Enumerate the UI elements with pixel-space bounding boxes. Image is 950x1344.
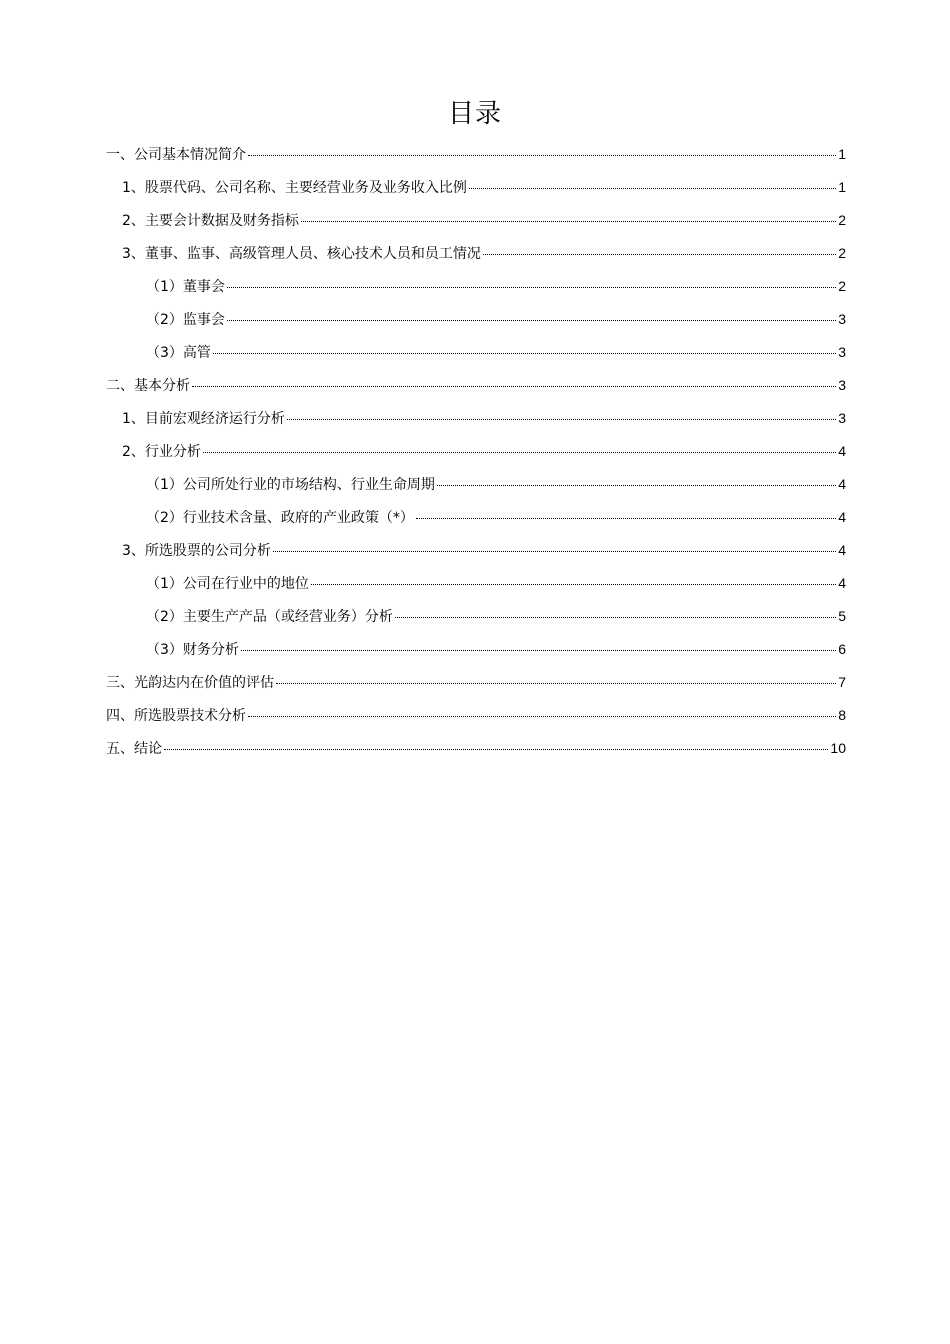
toc-entry-label: （2）监事会: [146, 312, 225, 328]
table-of-contents: [106, 138, 846, 765]
toc-dot-leader: [248, 715, 836, 717]
toc-page-number: 2: [838, 212, 846, 228]
toc-dot-leader: [227, 286, 836, 288]
toc-entry[interactable]: [106, 402, 846, 435]
toc-entry[interactable]: [106, 534, 846, 567]
toc-entry[interactable]: [106, 369, 846, 402]
toc-entry-label: （2）主要生产产品（或经营业务）分析: [146, 609, 393, 625]
toc-entry[interactable]: [106, 468, 846, 501]
toc-entry-label: 一、公司基本情况简介: [106, 147, 246, 163]
toc-entry[interactable]: [106, 171, 846, 204]
toc-page-number: 3: [838, 311, 846, 327]
toc-dot-leader: [416, 517, 836, 519]
toc-page-number: 3: [838, 410, 846, 426]
toc-page-number: 3: [838, 377, 846, 393]
toc-entry-label: （3）财务分析: [146, 642, 239, 658]
toc-page-number: 4: [838, 575, 846, 591]
toc-entry-label: 1、目前宏观经济运行分析: [122, 411, 285, 427]
toc-entry[interactable]: [106, 633, 846, 666]
toc-page-number: 5: [838, 608, 846, 624]
toc-entry[interactable]: [106, 237, 846, 270]
toc-dot-leader: [213, 352, 836, 354]
toc-entry-label: （1）公司所处行业的市场结构、行业生命周期: [146, 477, 435, 493]
toc-page-number: 4: [838, 542, 846, 558]
toc-title: 目录: [447, 99, 502, 129]
toc-page-number: 8: [838, 707, 846, 723]
toc-entry[interactable]: [106, 600, 846, 633]
toc-page-number: 2: [838, 245, 846, 261]
toc-page-number: 10: [830, 740, 846, 756]
toc-entry[interactable]: [106, 204, 846, 237]
toc-entry-label: 四、所选股票技术分析: [106, 708, 246, 724]
toc-dot-leader: [311, 583, 836, 585]
toc-entry-label: 五、结论: [106, 741, 162, 757]
toc-page-number: 4: [838, 476, 846, 492]
toc-entry-label: （1）董事会: [146, 279, 225, 295]
toc-entry[interactable]: [106, 732, 846, 765]
toc-entry[interactable]: [106, 666, 846, 699]
toc-page-number: 7: [838, 674, 846, 690]
toc-entry[interactable]: [106, 270, 846, 303]
toc-entry-label: （3）高管: [146, 345, 211, 361]
toc-dot-leader: [273, 550, 836, 552]
toc-entry[interactable]: [106, 435, 846, 468]
toc-dot-leader: [287, 418, 836, 420]
toc-entry[interactable]: [106, 501, 846, 534]
toc-page-number: 6: [838, 641, 846, 657]
toc-page-number: 1: [838, 179, 846, 195]
toc-dot-leader: [241, 649, 836, 651]
toc-entry-label: 二、基本分析: [106, 378, 190, 394]
toc-dot-leader: [301, 220, 836, 222]
toc-entry-label: 3、所选股票的公司分析: [122, 543, 271, 559]
toc-entry[interactable]: [106, 567, 846, 600]
toc-entry[interactable]: [106, 303, 846, 336]
toc-dot-leader: [203, 451, 836, 453]
toc-entry-label: 三、光韵达内在价值的评估: [106, 675, 274, 691]
toc-dot-leader: [276, 682, 836, 684]
toc-entry-label: 1、股票代码、公司名称、主要经营业务及业务收入比例: [122, 180, 467, 196]
toc-entry[interactable]: [106, 138, 846, 171]
toc-entry-label: （2）行业技术含量、政府的产业政策（*）: [146, 510, 414, 526]
toc-page-number: 2: [838, 278, 846, 294]
toc-entry[interactable]: [106, 699, 846, 732]
toc-dot-leader: [227, 319, 836, 321]
toc-dot-leader: [483, 253, 836, 255]
toc-page-number: 3: [838, 344, 846, 360]
toc-entry-label: （1）公司在行业中的地位: [146, 576, 309, 592]
toc-dot-leader: [248, 154, 836, 156]
toc-dot-leader: [164, 748, 828, 750]
toc-entry-label: 3、董事、监事、高级管理人员、核心技术人员和员工情况: [122, 246, 481, 262]
toc-entry-label: 2、主要会计数据及财务指标: [122, 213, 299, 229]
toc-page-number: 4: [838, 443, 846, 459]
toc-page-number: 4: [838, 509, 846, 525]
toc-entry[interactable]: [106, 336, 846, 369]
toc-dot-leader: [469, 187, 836, 189]
toc-entry-label: 2、行业分析: [122, 444, 201, 460]
toc-dot-leader: [395, 616, 836, 618]
toc-dot-leader: [192, 385, 836, 387]
toc-dot-leader: [437, 484, 836, 486]
toc-page-number: 1: [838, 146, 846, 162]
